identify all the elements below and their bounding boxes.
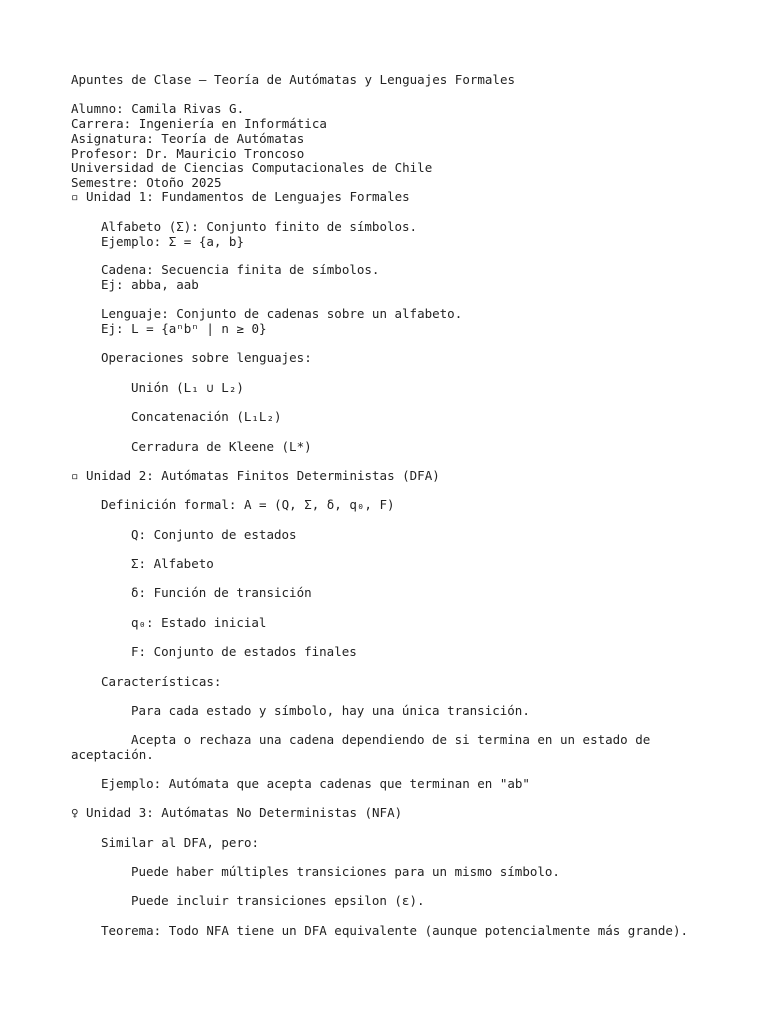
characteristic-1: Para cada estado y símbolo, hay una única transición.	[131, 703, 530, 718]
course: Asignatura: Teoría de Autómatas	[71, 131, 305, 146]
def-delta: δ: Función de transición	[131, 585, 312, 600]
student-name: Alumno: Camila Rivas G.	[71, 101, 245, 116]
formal-definition: Definición formal: A = (Q, Σ, δ, q₀, F)	[101, 497, 395, 512]
nfa-point-1: Puede haber múltiples transiciones para un mismo símbolo.	[131, 864, 560, 879]
dfa-example: Ejemplo: Autómata que acepta cadenas que terminan en "ab"	[101, 776, 530, 791]
semester: Semestre: Otoño 2025	[71, 175, 222, 190]
def-q: Q: Conjunto de estados	[131, 527, 297, 542]
def-q0: q₀: Estado inicial	[131, 615, 267, 630]
nfa-point-2: Puede incluir transiciones epsilon (ε).	[131, 893, 425, 908]
career: Carrera: Ingeniería en Informática	[71, 116, 327, 131]
characteristics-heading: Características:	[101, 674, 222, 689]
def-sigma: Σ: Alfabeto	[131, 556, 214, 571]
op-concatenation: Concatenación (L₁L₂)	[131, 409, 282, 424]
string-definition: Cadena: Secuencia finita de símbolos.	[101, 262, 380, 277]
operations-heading: Operaciones sobre lenguajes:	[101, 350, 312, 365]
characteristic-2: Acepta o rechaza una cadena dependiendo de si termina en un estado de aceptación.	[71, 732, 651, 762]
string-example: Ej: abba, aab	[101, 277, 199, 292]
university: Universidad de Ciencias Computacionales de Chile	[71, 160, 433, 175]
op-kleene: Cerradura de Kleene (L*)	[131, 439, 312, 454]
document-title: Apuntes de Clase – Teoría de Autómatas y Lenguajes Formales	[71, 72, 516, 87]
def-f: F: Conjunto de estados finales	[131, 644, 357, 659]
op-union: Unión (L₁ ∪ L₂)	[131, 380, 244, 395]
alphabet-definition: Alfabeto (Σ): Conjunto finito de símbolos.	[101, 219, 418, 234]
professor: Profesor: Dr. Mauricio Troncoso	[71, 146, 305, 161]
language-example: Ej: L = {aⁿbⁿ | n ≥ 0}	[101, 321, 267, 336]
nfa-similar: Similar al DFA, pero:	[101, 835, 260, 850]
unit1-heading: ▫ Unidad 1: Fundamentos de Lenguajes Formales	[71, 189, 410, 204]
alphabet-example: Ejemplo: Σ = {a, b}	[101, 234, 244, 249]
language-definition: Lenguaje: Conjunto de cadenas sobre un alfabeto.	[101, 306, 463, 321]
unit3-heading: ♀ Unidad 3: Autómatas No Deterministas (NFA)	[71, 805, 403, 820]
unit2-heading: ▫ Unidad 2: Autómatas Finitos Deterministas (DFA)	[71, 468, 440, 483]
theorem: Teorema: Todo NFA tiene un DFA equivalente (aunque potencialmente más grande).	[101, 923, 688, 938]
